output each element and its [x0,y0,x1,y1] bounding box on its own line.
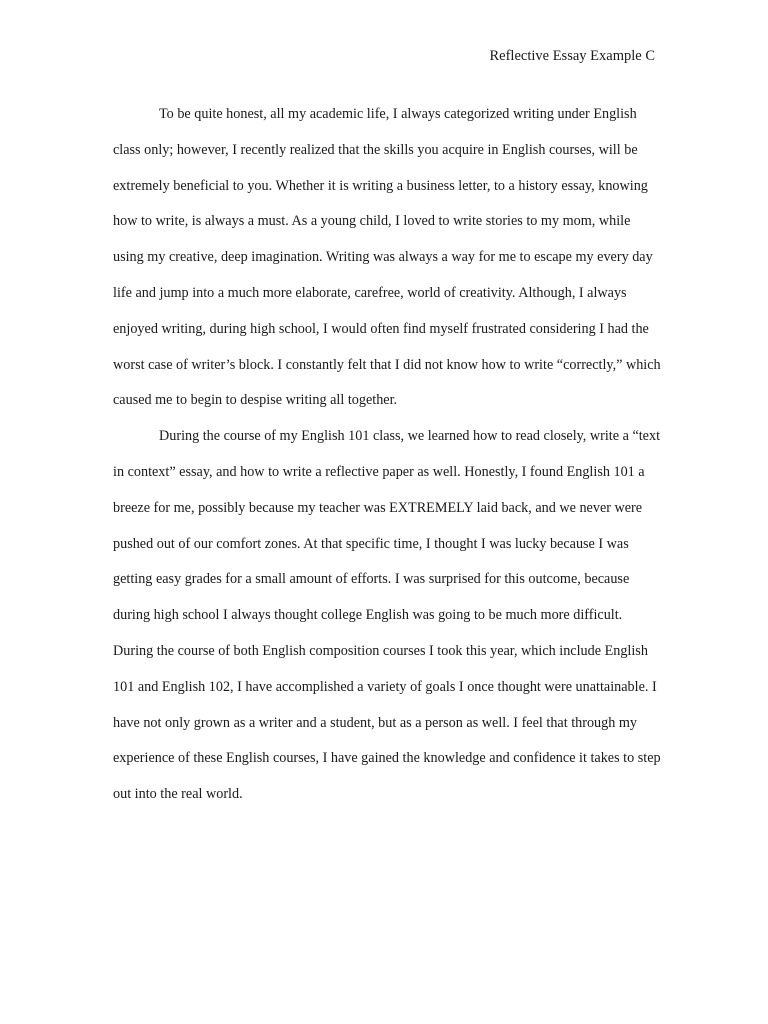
essay-paragraph-1: To be quite honest, all my academic life, I always categorized writing under English class only; however, I recently realized that the skills you acquire in English courses, will be extremely beneficial to you. Whether it is writing a business letter, to a history essay, knowing how to write, is always a must. As a young child, I loved to write stories to my mom, while using my creative, deep imagination. Writing was always a way for me to escape my every day life and jump into a much more elaborate, carefree, world of creativity. Although, I always enjoyed writing, during high school, I would often find myself frustrated considering I had the worst case of writer’s block. I constantly felt that I did not know how to write “correctly,” which caused me to begin to despise writing all together. [113,106,661,409]
essay-paragraph-3: During the course of both English composition courses I took this year, which include English 101 and English 102, I have accomplished a variety of goals I once thought were unattainable. I have not only grown as a writer and a student, but as a person as well. I feel that through my experience of these English courses, I have gained the knowledge and confidence it takes to step out into the real world. [113,642,661,803]
essay-body [113,97,661,813]
running-header: Reflective Essay Example C [489,48,655,64]
essay-paragraph-2: During the course of my English 101 class, we learned how to read closely, write a “text in context” essay, and how to write a reflective paper as well. Honestly, I found English 101 a breeze for me, possibly because my teacher was EXTREMELY laid back, and we never were pushed out of our comfort zones. At that specific time, I thought I was lucky because I was getting easy grades for a small amount of efforts. I was surprised for this outcome, because during high school I always thought college English was going to be much more difficult. [113,428,661,624]
